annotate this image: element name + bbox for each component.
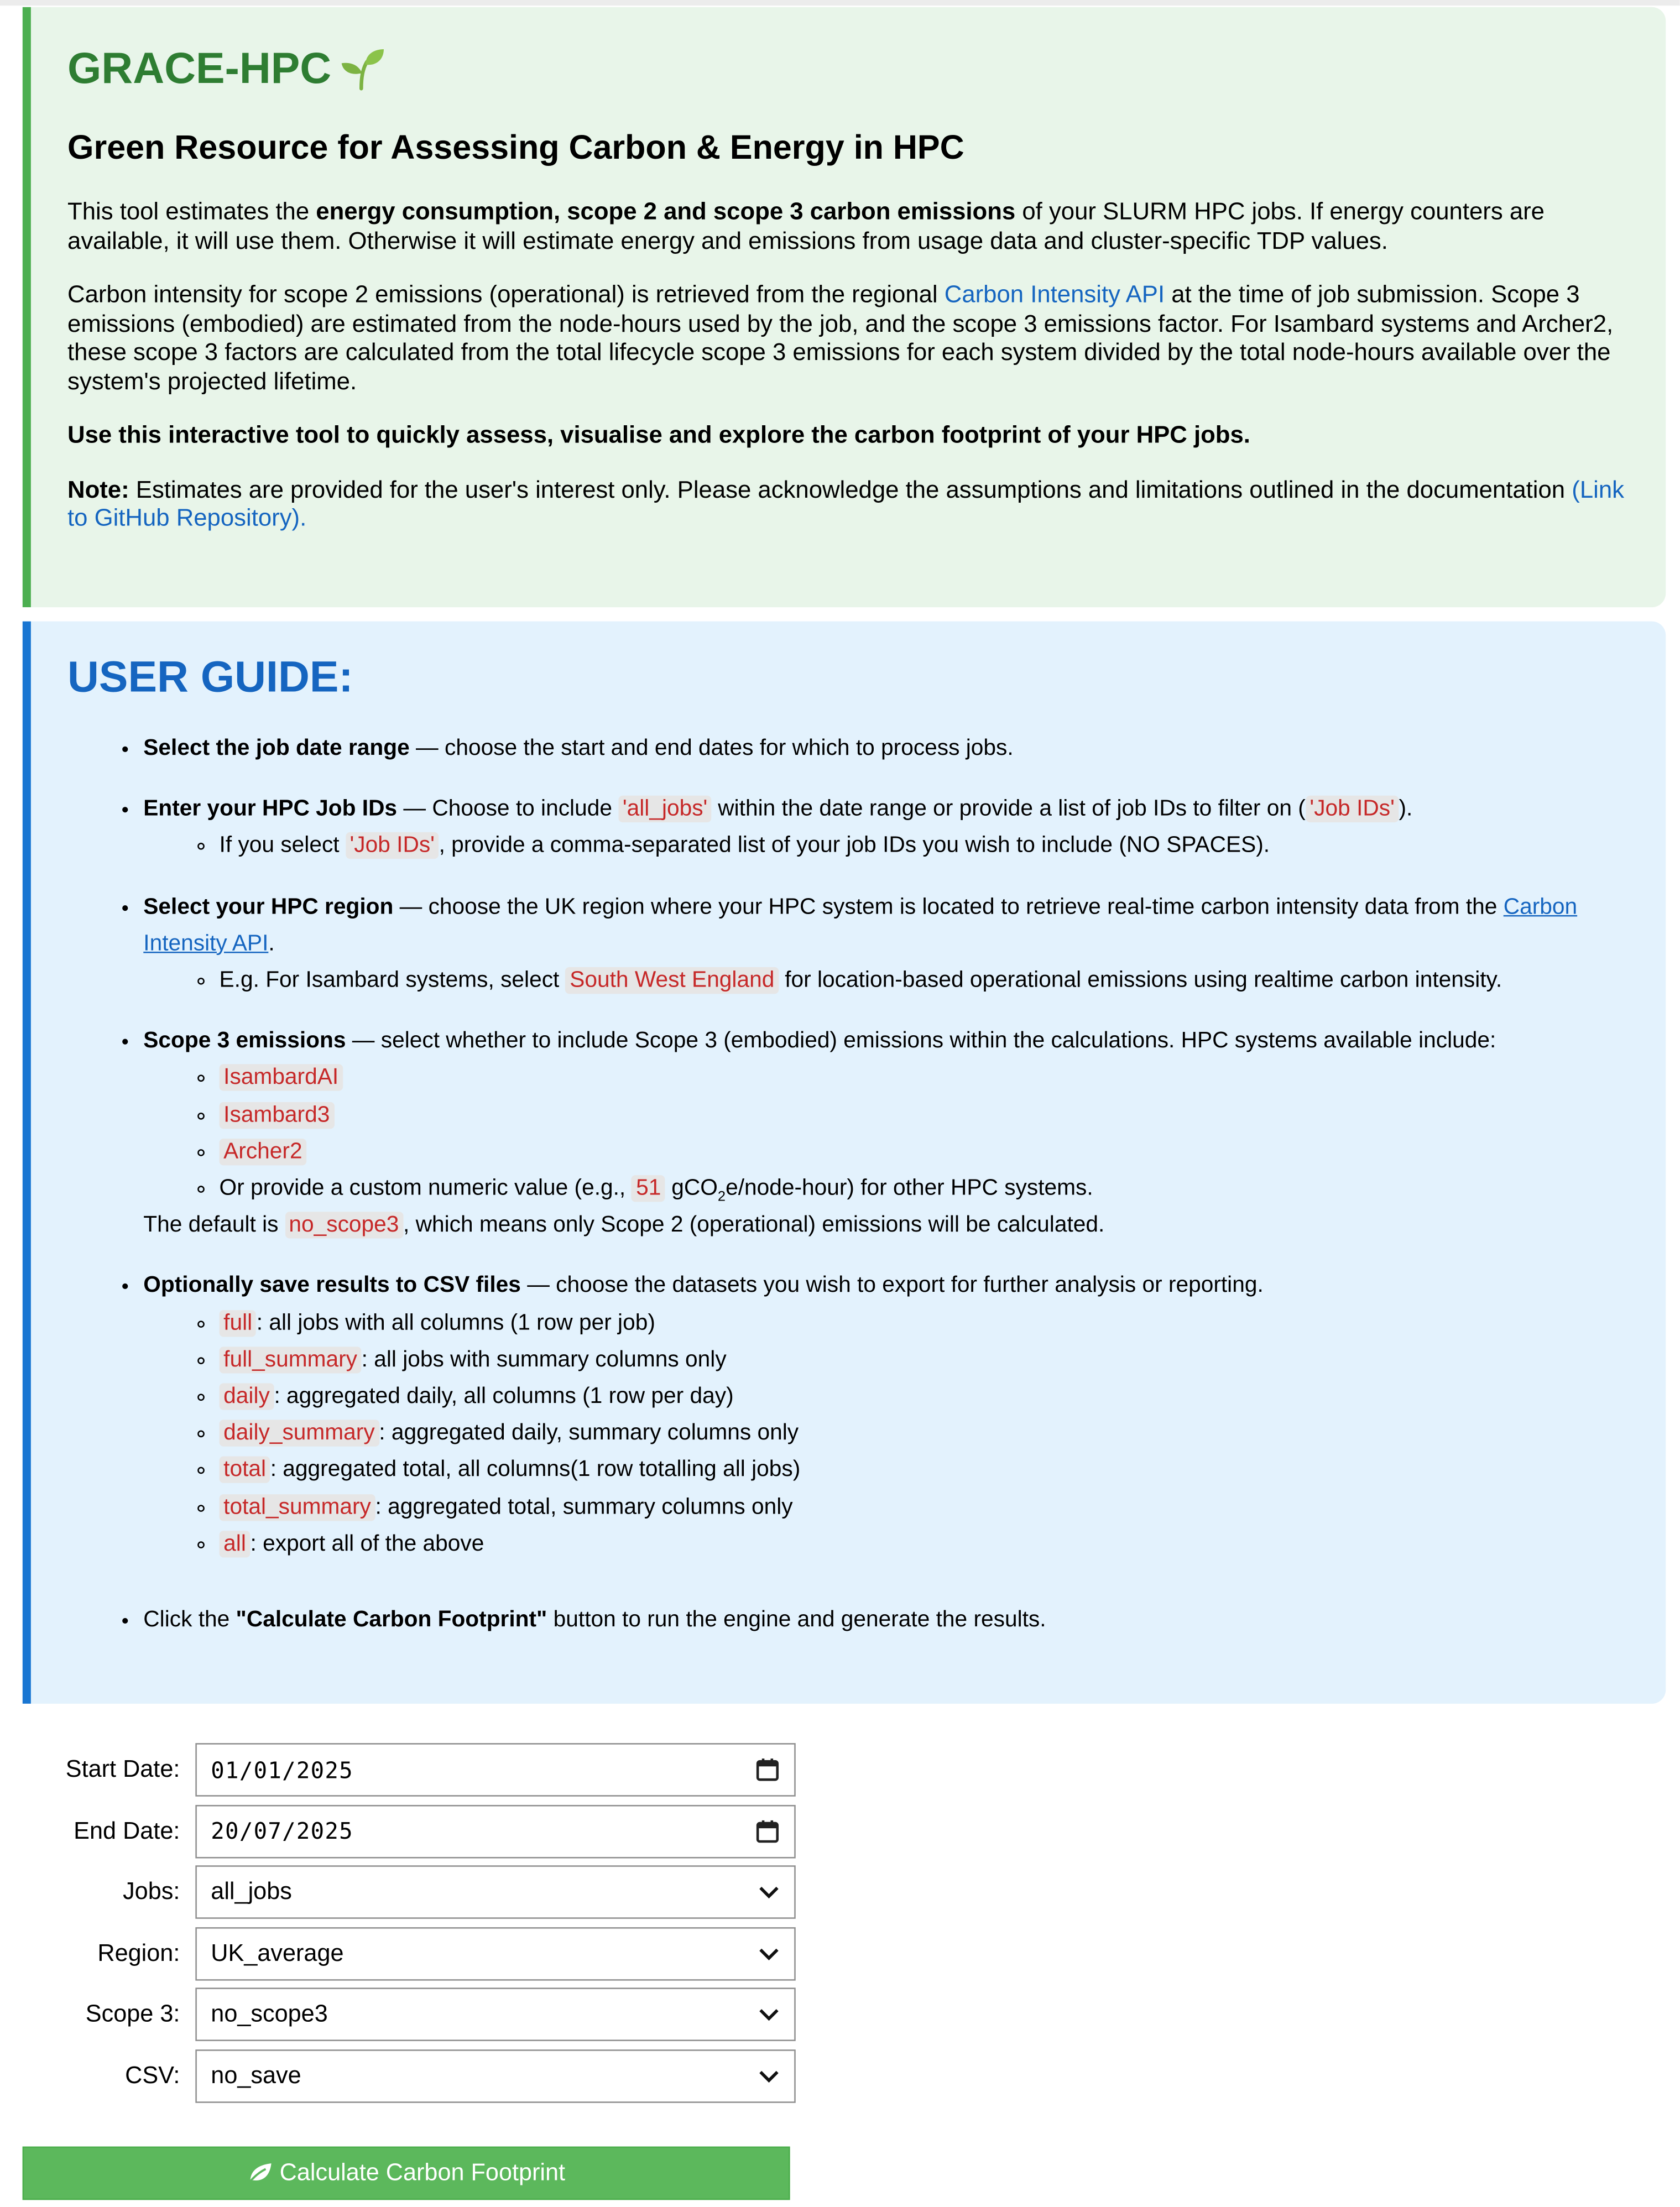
- code-csv-option: total_summary: [220, 1494, 375, 1520]
- chevron-down-icon: [758, 2068, 780, 2085]
- note-label: Note:: [67, 474, 129, 503]
- guide-sublist: [143, 963, 1629, 1000]
- calculate-button-label: Calculate Carbon Footprint: [279, 2159, 566, 2186]
- user-guide-title: USER GUIDE:: [67, 652, 353, 702]
- scope3-system: [220, 1061, 1630, 1098]
- text: , which means only Scope 2 (operational) emissions will be calculated.: [403, 1213, 1105, 1238]
- csv-option: [220, 1416, 1630, 1453]
- text: : all jobs with summary columns only: [361, 1348, 727, 1372]
- calculate-carbon-footprint-button[interactable]: [23, 2147, 790, 2200]
- end-date-label: End Date:: [74, 1817, 180, 1844]
- text: at the time of job submission. Scope 3 emissions (embodied) are estimated from the node-hours used by the job, and the scope 3 emissions factor. For Isambard systems and Archer2, these scope 3 factors are calculated from the total lifecycle scope 3 emissions for each system divided by the total node-hours available over the system's projected lifetime.: [67, 279, 1614, 395]
- form-row-region: [23, 1927, 810, 1981]
- csv-options-list: [143, 1306, 1629, 1563]
- region-label: Region:: [97, 1939, 180, 1966]
- code-all-jobs: 'all_jobs': [618, 796, 712, 822]
- code-csv-option: total: [220, 1457, 270, 1484]
- app-subtitle: Green Resource for Assessing Carbon & Energy in HPC: [67, 129, 964, 168]
- text: of your SLURM HPC jobs. If energy counters are available, it will use them. Otherwise it will estimate energy and emissions from usage data and cluster-specific TDP values.: [67, 196, 1545, 254]
- intro-paragraph-2: [67, 280, 1629, 395]
- text-bold: Select your HPC region: [143, 895, 394, 919]
- text: E.g. For Isambard systems, select: [219, 968, 566, 993]
- csv-option: [220, 1453, 1630, 1490]
- text: : aggregated daily, all columns (1 row per day): [274, 1384, 734, 1409]
- text: for location-based operational emissions using realtime carbon intensity.: [778, 968, 1502, 993]
- scope3-systems-list: [143, 1061, 1629, 1208]
- carbon-intensity-api-link[interactable]: Carbon Intensity API: [143, 895, 1578, 956]
- guide-item-csv: [143, 1269, 1629, 1563]
- scope3-label: Scope 3:: [85, 2001, 180, 2028]
- jobs-label: Jobs:: [123, 1878, 180, 1905]
- csv-label: CSV:: [125, 2062, 180, 2089]
- text-bold: energy consumption, scope 2 and scope 3 carbon emissions: [316, 196, 1016, 225]
- text: — choose the datasets you wish to export for further analysis or reporting.: [520, 1274, 1264, 1298]
- intro-note: [67, 474, 1629, 532]
- guide-item-scope3: [143, 1024, 1629, 1245]
- guide-sublist: [143, 828, 1629, 865]
- text: button to run the engine and generate the results.: [547, 1608, 1046, 1632]
- intro-panel: [23, 7, 1666, 607]
- region-selected-value: UK_average: [211, 1939, 344, 1966]
- csv-option: [220, 1342, 1630, 1379]
- code-csv-option: full: [220, 1309, 257, 1336]
- form-row-csv: [23, 2049, 810, 2103]
- text-bold: Select the job date range: [143, 737, 410, 761]
- text: Carbon intensity for scope 2 emissions (operational) is retrieved from the regional: [67, 279, 945, 308]
- form-row-start-date: [23, 1743, 810, 1797]
- text: This tool estimates the: [67, 196, 316, 225]
- scope3-custom: [220, 1171, 1630, 1208]
- csv-option: [220, 1490, 1630, 1527]
- leaf-icon: [247, 2162, 273, 2185]
- form-row-scope3: [23, 1988, 810, 2042]
- csv-option: [220, 1379, 1630, 1416]
- text: The default is: [143, 1213, 285, 1238]
- app-title: [67, 41, 1629, 97]
- text: — choose the UK region where your HPC system is located to retrieve real-time carbon intensity data from the: [393, 895, 1504, 919]
- text-bold: "Calculate Carbon Footprint": [236, 1608, 547, 1632]
- text: : aggregated total, summary columns only: [375, 1495, 793, 1520]
- guide-subitem: [220, 828, 1630, 865]
- chevron-down-icon: [758, 1884, 780, 1901]
- text: e/node-hour) for other HPC systems.: [726, 1176, 1093, 1201]
- form-row-end-date: [23, 1804, 810, 1858]
- intro-paragraph-1: [67, 197, 1629, 254]
- guide-item-date: [143, 731, 1629, 768]
- jobs-select[interactable]: [195, 1866, 795, 1919]
- text: Estimates are provided for the user's interest only. Please acknowledge the assumptions and limitations outlined in the documentation: [129, 474, 1572, 503]
- app-title-text: GRACE-HPC: [67, 43, 332, 93]
- text: Or provide a custom numeric value (e.g.,: [219, 1176, 632, 1201]
- text: If you select: [219, 834, 346, 858]
- top-strip: [0, 0, 1680, 6]
- region-select[interactable]: [195, 1927, 795, 1981]
- text: — choose the start and end dates for which to process jobs.: [409, 737, 1014, 761]
- csv-select[interactable]: [195, 2049, 795, 2103]
- text-bold: Optionally save results to CSV files: [143, 1274, 521, 1298]
- code-job-ids: 'Job IDs': [1306, 796, 1399, 822]
- code-csv-option: daily: [220, 1383, 274, 1410]
- text: — Choose to include: [397, 797, 619, 822]
- github-repo-link[interactable]: (Link to GitHub Repository).: [67, 474, 1625, 531]
- text: gCO: [665, 1176, 718, 1201]
- csv-option: [220, 1526, 1630, 1563]
- guide-subitem: [220, 963, 1630, 1000]
- scope3-selected-value: no_scope3: [211, 2001, 328, 2028]
- text: : export all of the above: [250, 1532, 484, 1556]
- text-bold: Enter your HPC Job IDs: [143, 797, 398, 822]
- text: Click the: [143, 1608, 236, 1632]
- code-job-ids: 'Job IDs': [346, 833, 439, 859]
- seedling-icon: [340, 46, 384, 91]
- jobs-selected-value: all_jobs: [211, 1878, 292, 1905]
- guide-item-click: [143, 1603, 1629, 1640]
- code-csv-option: daily_summary: [220, 1420, 379, 1447]
- text: , provide a comma-separated list of your job IDs you wish to include (NO SPACES).: [439, 834, 1270, 858]
- scope3-default: [143, 1208, 1629, 1245]
- csv-selected-value: no_save: [211, 2062, 301, 2089]
- scope3-system: [220, 1097, 1630, 1134]
- text: : aggregated total, all columns(1 row totalling all jobs): [270, 1458, 801, 1483]
- form-row-jobs: [23, 1866, 810, 1919]
- guide-list: [67, 731, 1629, 1640]
- csv-option: [220, 1306, 1630, 1343]
- end-date-value: 20/07/2025: [211, 1818, 353, 1845]
- guide-item-jobs: [143, 792, 1629, 865]
- end-date-input[interactable]: [195, 1804, 795, 1858]
- user-guide-panel: [23, 622, 1666, 1704]
- code-custom-value: 51: [632, 1175, 665, 1202]
- guide-item-region: [143, 889, 1629, 1000]
- calendar-icon[interactable]: [755, 1757, 780, 1783]
- start-date-label: Start Date:: [65, 1755, 180, 1783]
- text: .: [268, 931, 275, 956]
- scope3-system: [220, 1134, 1630, 1171]
- carbon-intensity-api-link[interactable]: Carbon Intensity API: [944, 279, 1165, 308]
- chevron-down-icon: [758, 2006, 780, 2023]
- start-date-input[interactable]: [195, 1743, 795, 1797]
- start-date-value: 01/01/2025: [211, 1756, 353, 1783]
- subscript: 2: [717, 1189, 726, 1206]
- input-form: [23, 1743, 810, 2111]
- code-csv-option: full_summary: [220, 1347, 362, 1373]
- text: : all jobs with all columns (1 row per job): [256, 1311, 655, 1335]
- text-bold: Scope 3 emissions: [143, 1029, 346, 1053]
- code-system: Archer2: [220, 1139, 307, 1165]
- code-system: IsambardAI: [220, 1065, 343, 1091]
- code-no-scope3: no_scope3: [285, 1212, 403, 1239]
- code-south-west-england: South West England: [566, 967, 779, 994]
- chevron-down-icon: [758, 1945, 780, 1963]
- text: — select whether to include Scope 3 (embodied) emissions within the calculations. HPC systems available include:: [346, 1029, 1496, 1053]
- calendar-icon[interactable]: [755, 1818, 780, 1844]
- text: : aggregated daily, summary columns only: [379, 1421, 799, 1446]
- intro-paragraph-3: Use this interactive tool to quickly assess, visualise and explore the carbon footprint of your HPC jobs.: [67, 420, 1250, 448]
- code-system: Isambard3: [220, 1102, 334, 1128]
- scope3-select[interactable]: [195, 1988, 795, 2042]
- code-csv-option: all: [220, 1531, 251, 1557]
- text: ).: [1399, 797, 1413, 822]
- text: within the date range or provide a list of job IDs to filter on (: [711, 797, 1306, 822]
